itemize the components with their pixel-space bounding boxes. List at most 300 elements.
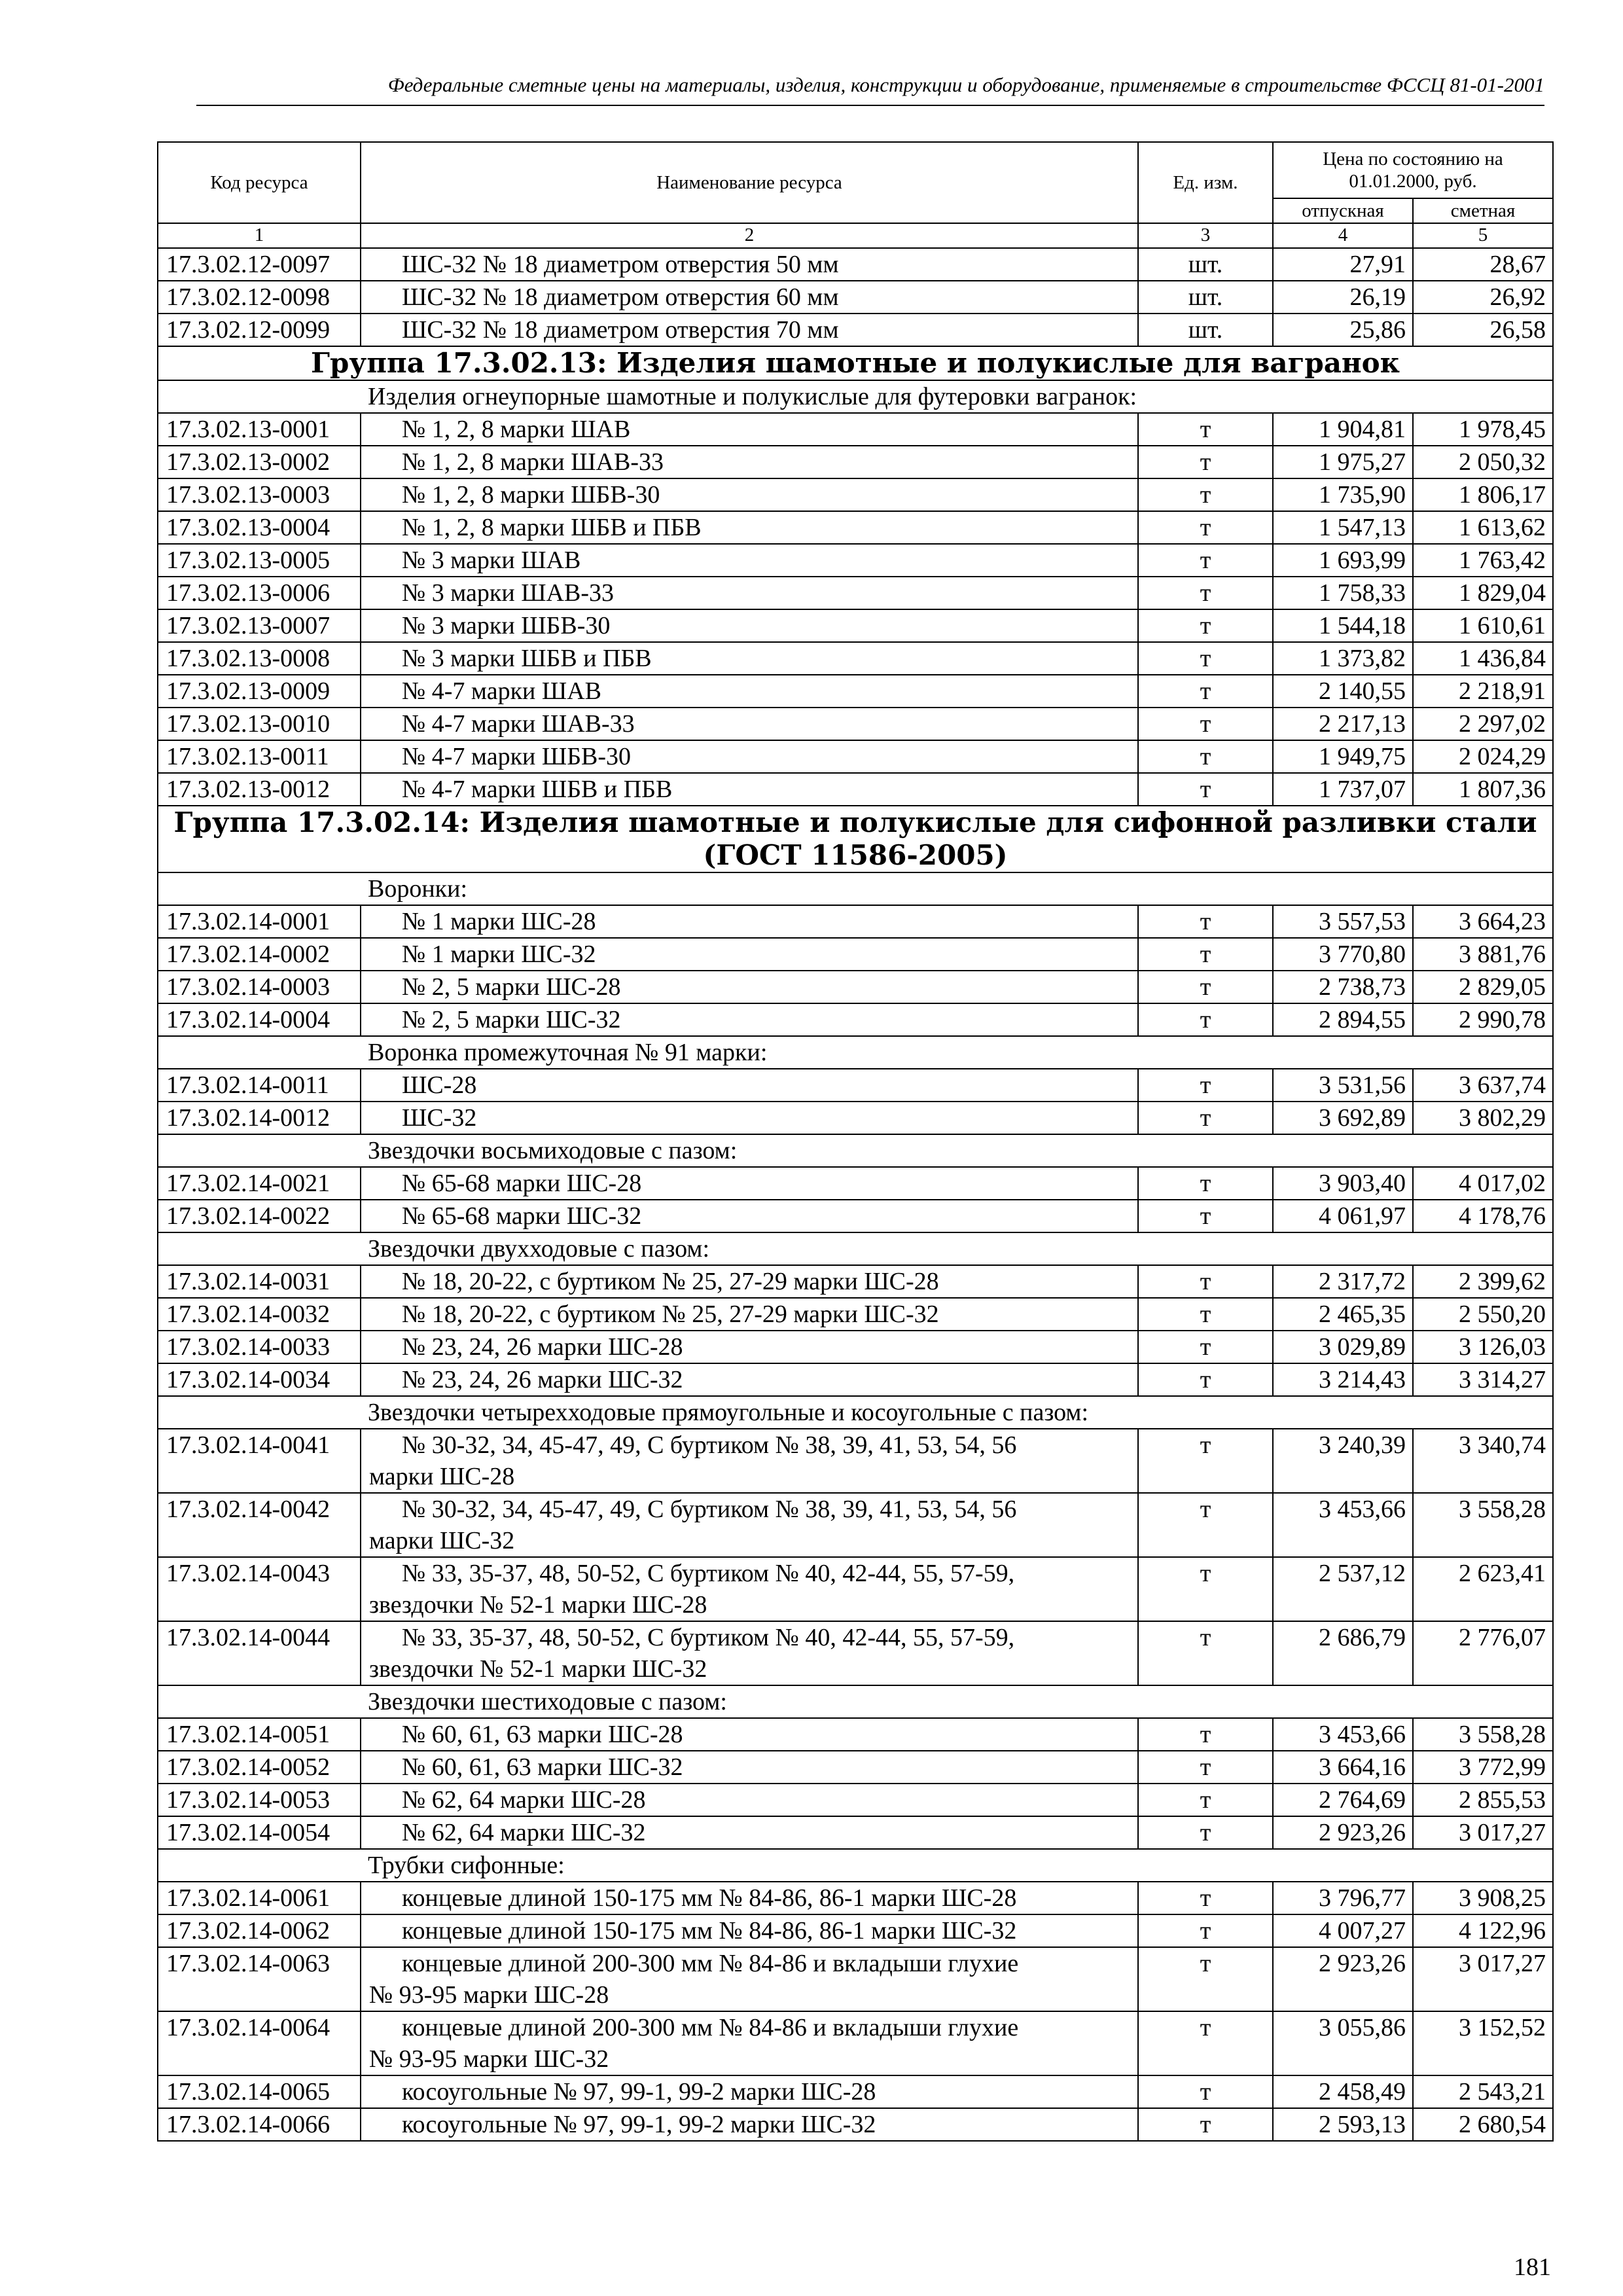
release-price: 2 764,69 — [1273, 1784, 1413, 1816]
estimate-price: 3 664,23 — [1413, 905, 1553, 938]
unit-of-measure: т — [1138, 446, 1273, 478]
resource-name-line: № 1, 2, 8 марки ШАВ-33 — [402, 448, 664, 476]
subgroup-heading: Воронки: — [158, 872, 1553, 905]
resource-code: 17.3.02.14-0044 — [158, 1621, 361, 1685]
unit-of-measure: т — [1138, 1298, 1273, 1331]
release-price: 1 975,27 — [1273, 446, 1413, 478]
unit-of-measure: т — [1138, 1816, 1273, 1849]
estimate-price: 3 558,28 — [1413, 1493, 1553, 1557]
estimate-price: 3 772,99 — [1413, 1751, 1553, 1784]
resource-name — [361, 1331, 1138, 1363]
table-row — [158, 1882, 1553, 1914]
resource-name-line: № 1 марки ШС-28 — [402, 908, 596, 935]
estimate-price: 3 802,29 — [1413, 1102, 1553, 1134]
estimate-price: 3 314,27 — [1413, 1363, 1553, 1396]
resource-code: 17.3.02.14-0043 — [158, 1557, 361, 1621]
release-price: 3 692,89 — [1273, 1102, 1413, 1134]
subgroup-heading: Звездочки шестиходовые с пазом: — [158, 1685, 1553, 1718]
estimate-price: 2 855,53 — [1413, 1784, 1553, 1816]
table-row — [158, 675, 1553, 708]
resource-code: 17.3.02.13-0007 — [158, 609, 361, 642]
unit-of-measure: т — [1138, 544, 1273, 577]
resource-name-continuation: № 93-95 марки ШС-28 — [369, 1981, 609, 2009]
resource-code: 17.3.02.14-0002 — [158, 938, 361, 971]
resource-name-continuation: марки ШС-32 — [369, 1527, 515, 1554]
subgroup-heading-row — [158, 1396, 1553, 1429]
resource-name-line: № 3 марки ШАВ — [402, 547, 581, 574]
unit-of-measure: т — [1138, 1167, 1273, 1200]
resource-code: 17.3.02.14-0022 — [158, 1200, 361, 1232]
resource-code: 17.3.02.13-0010 — [158, 708, 361, 740]
table-row — [158, 971, 1553, 1003]
unit-of-measure: т — [1138, 2075, 1273, 2108]
table-row — [158, 1816, 1553, 1849]
estimate-price: 3 908,25 — [1413, 1882, 1553, 1914]
group-heading: Группа 17.3.02.14: Изделия шамотные и полукислые для сифонной разливки стали (ГОСТ 11586-2005) — [158, 806, 1553, 872]
estimate-price: 26,58 — [1413, 314, 1553, 346]
estimate-price: 2 543,21 — [1413, 2075, 1553, 2108]
resource-code: 17.3.02.14-0063 — [158, 1947, 361, 2011]
unit-of-measure: т — [1138, 1751, 1273, 1784]
resource-code: 17.3.02.14-0004 — [158, 1003, 361, 1036]
estimate-price: 3 152,52 — [1413, 2011, 1553, 2075]
resource-name — [361, 1784, 1138, 1816]
table-row — [158, 642, 1553, 675]
resource-name — [361, 938, 1138, 971]
unit-of-measure: т — [1138, 2011, 1273, 2075]
resource-code: 17.3.02.13-0002 — [158, 446, 361, 478]
resource-name-line: № 1, 2, 8 марки ШБВ-30 — [402, 481, 660, 509]
table-row — [158, 1200, 1553, 1232]
release-price: 2 140,55 — [1273, 675, 1413, 708]
subgroup-heading: Трубки сифонные: — [158, 1849, 1553, 1882]
unit-of-measure: т — [1138, 1621, 1273, 1685]
resource-name-line: концевые длиной 200-300 мм № 84-86 и вкладыши глухие — [402, 1950, 1019, 1977]
resource-name-line: ШС-32 № 18 диаметром отверстия 60 мм — [402, 283, 839, 311]
column-number: 5 — [1413, 223, 1553, 248]
unit-of-measure: т — [1138, 1200, 1273, 1232]
price-table — [157, 141, 1554, 2142]
release-price: 2 738,73 — [1273, 971, 1413, 1003]
estimate-price: 3 017,27 — [1413, 1816, 1553, 1849]
release-price: 2 894,55 — [1273, 1003, 1413, 1036]
table-row — [158, 1298, 1553, 1331]
table-row — [158, 740, 1553, 773]
group-heading: Группа 17.3.02.13: Изделия шамотные и полукислые для вагранок — [158, 346, 1553, 380]
resource-code: 17.3.02.14-0061 — [158, 1882, 361, 1914]
resource-name-line: № 30-32, 34, 45-47, 49, С буртиком № 38, 39, 41, 53, 54, 56 — [402, 1431, 1017, 1459]
estimate-price: 2 550,20 — [1413, 1298, 1553, 1331]
table-row — [158, 938, 1553, 971]
resource-code: 17.3.02.14-0012 — [158, 1102, 361, 1134]
resource-name-line: ШС-28 — [402, 1071, 477, 1099]
resource-name-line: № 3 марки ШАВ-33 — [402, 579, 614, 607]
resource-name — [361, 2075, 1138, 2108]
unit-of-measure: т — [1138, 675, 1273, 708]
release-price: 1 904,81 — [1273, 413, 1413, 446]
estimate-price: 4 017,02 — [1413, 1167, 1553, 1200]
subgroup-heading: Изделия огнеупорные шамотные и полукислые для футеровки вагранок: — [158, 380, 1553, 413]
resource-name-line: ШС-32 № 18 диаметром отверстия 50 мм — [402, 251, 839, 278]
unit-of-measure: т — [1138, 1003, 1273, 1036]
resource-name — [361, 1816, 1138, 1849]
unit-of-measure: т — [1138, 1784, 1273, 1816]
resource-name-line: концевые длиной 200-300 мм № 84-86 и вкладыши глухие — [402, 2014, 1019, 2041]
unit-of-measure: т — [1138, 1069, 1273, 1102]
release-price: 3 453,66 — [1273, 1493, 1413, 1557]
resource-code: 17.3.02.14-0051 — [158, 1718, 361, 1751]
resource-name-line: № 1, 2, 8 марки ШАВ — [402, 416, 631, 443]
subgroup-heading-row — [158, 1232, 1553, 1265]
release-price: 3 770,80 — [1273, 938, 1413, 971]
resource-code: 17.3.02.14-0011 — [158, 1069, 361, 1102]
table-row — [158, 1751, 1553, 1784]
resource-name — [361, 1718, 1138, 1751]
resource-name — [361, 1200, 1138, 1232]
unit-of-measure: т — [1138, 511, 1273, 544]
estimate-price: 3 340,74 — [1413, 1429, 1553, 1493]
header-row — [158, 142, 1553, 198]
resource-name-line: № 33, 35-37, 48, 50-52, С буртиком № 40, 42-44, 55, 57-59, — [402, 1624, 1015, 1651]
estimate-price: 1 806,17 — [1413, 478, 1553, 511]
unit-of-measure: т — [1138, 1718, 1273, 1751]
resource-name-line: № 3 марки ШБВ и ПБВ — [402, 645, 652, 672]
resource-code: 17.3.02.13-0003 — [158, 478, 361, 511]
resource-code: 17.3.02.13-0009 — [158, 675, 361, 708]
table-row — [158, 1265, 1553, 1298]
resource-name — [361, 675, 1138, 708]
resource-name-line: № 18, 20-22, с буртиком № 25, 27-29 марки ШС-28 — [402, 1268, 939, 1295]
resource-name-line: № 1, 2, 8 марки ШБВ и ПБВ — [402, 514, 702, 541]
subgroup-heading-row — [158, 1849, 1553, 1882]
resource-code: 17.3.02.14-0054 — [158, 1816, 361, 1849]
estimate-price: 3 881,76 — [1413, 938, 1553, 971]
table-row — [158, 1003, 1553, 1036]
release-price: 4 061,97 — [1273, 1200, 1413, 1232]
resource-name-line: № 23, 24, 26 марки ШС-28 — [402, 1333, 683, 1361]
estimate-price: 2 829,05 — [1413, 971, 1553, 1003]
table-row — [158, 1429, 1553, 1493]
resource-name — [361, 1751, 1138, 1784]
release-price: 2 465,35 — [1273, 1298, 1413, 1331]
table-row — [158, 1363, 1553, 1396]
resource-name-line: № 62, 64 марки ШС-32 — [402, 1819, 646, 1846]
estimate-price: 3 017,27 — [1413, 1947, 1553, 2011]
resource-code: 17.3.02.12-0098 — [158, 281, 361, 314]
resource-name — [361, 511, 1138, 544]
resource-name-line: № 60, 61, 63 марки ШС-32 — [402, 1753, 683, 1781]
unit-of-measure: т — [1138, 1914, 1273, 1947]
resource-name — [361, 1947, 1138, 2011]
resource-name-line: № 4-7 марки ШБВ-30 — [402, 743, 632, 770]
release-price: 1 758,33 — [1273, 577, 1413, 609]
resource-name — [361, 905, 1138, 938]
resource-code: 17.3.02.14-0064 — [158, 2011, 361, 2075]
header-rule — [196, 105, 1544, 106]
resource-name — [361, 281, 1138, 314]
resource-code: 17.3.02.14-0042 — [158, 1493, 361, 1557]
resource-name-line: № 65-68 марки ШС-32 — [402, 1202, 642, 1230]
estimate-price: 3 126,03 — [1413, 1331, 1553, 1363]
table-row — [158, 446, 1553, 478]
table-row — [158, 1784, 1553, 1816]
release-price: 1 373,82 — [1273, 642, 1413, 675]
resource-code: 17.3.02.14-0034 — [158, 1363, 361, 1396]
estimate-price: 2 024,29 — [1413, 740, 1553, 773]
resource-name — [361, 1265, 1138, 1298]
estimate-price: 2 680,54 — [1413, 2108, 1553, 2141]
resource-name-line: концевые длиной 150-175 мм № 84-86, 86-1 марки ШС-32 — [402, 1917, 1017, 1945]
table-row — [158, 478, 1553, 511]
table-row — [158, 2011, 1553, 2075]
subgroup-heading: Звездочки двухходовые с пазом: — [158, 1232, 1553, 1265]
unit-of-measure: т — [1138, 413, 1273, 446]
resource-code: 17.3.02.13-0011 — [158, 740, 361, 773]
resource-code: 17.3.02.14-0021 — [158, 1167, 361, 1200]
release-price: 3 664,16 — [1273, 1751, 1413, 1784]
resource-name — [361, 1003, 1138, 1036]
release-price: 3 557,53 — [1273, 905, 1413, 938]
table-row — [158, 1167, 1553, 1200]
resource-code: 17.3.02.12-0097 — [158, 248, 361, 281]
table-row — [158, 1069, 1553, 1102]
estimate-price: 2 990,78 — [1413, 1003, 1553, 1036]
unit-of-measure: т — [1138, 478, 1273, 511]
resource-name — [361, 1298, 1138, 1331]
resource-code: 17.3.02.14-0041 — [158, 1429, 361, 1493]
column-header-unit: Ед. изм. — [1138, 142, 1273, 223]
resource-code: 17.3.02.14-0033 — [158, 1331, 361, 1363]
subgroup-heading-row — [158, 1036, 1553, 1069]
resource-name — [361, 773, 1138, 806]
unit-of-measure: т — [1138, 1882, 1273, 1914]
table-row — [158, 544, 1553, 577]
release-price: 25,86 — [1273, 314, 1413, 346]
table-row — [158, 1947, 1553, 2011]
unit-of-measure: шт. — [1138, 281, 1273, 314]
unit-of-measure: т — [1138, 577, 1273, 609]
resource-name-line: № 30-32, 34, 45-47, 49, С буртиком № 38, 39, 41, 53, 54, 56 — [402, 1496, 1017, 1523]
column-header-release: отпускная — [1273, 198, 1413, 223]
unit-of-measure: шт. — [1138, 314, 1273, 346]
table-row — [158, 1718, 1553, 1751]
unit-of-measure: т — [1138, 1557, 1273, 1621]
resource-name — [361, 1069, 1138, 1102]
resource-code: 17.3.02.13-0006 — [158, 577, 361, 609]
release-price: 2 458,49 — [1273, 2075, 1413, 2108]
release-price: 2 923,26 — [1273, 1947, 1413, 2011]
unit-of-measure: т — [1138, 642, 1273, 675]
release-price: 3 029,89 — [1273, 1331, 1413, 1363]
estimate-price: 2 297,02 — [1413, 708, 1553, 740]
table-body — [158, 142, 1553, 2141]
resource-name — [361, 544, 1138, 577]
resource-name-line: № 2, 5 марки ШС-28 — [402, 973, 621, 1001]
subgroup-heading-row — [158, 380, 1553, 413]
table-row — [158, 2108, 1553, 2141]
resource-name-line: концевые длиной 150-175 мм № 84-86, 86-1 марки ШС-28 — [402, 1884, 1017, 1912]
table-row — [158, 577, 1553, 609]
unit-of-measure: т — [1138, 1363, 1273, 1396]
column-header-price: Цена по состоянию на 01.01.2000, руб. — [1273, 142, 1553, 198]
resource-name-line: № 62, 64 марки ШС-28 — [402, 1786, 646, 1814]
release-price: 3 214,43 — [1273, 1363, 1413, 1396]
unit-of-measure: т — [1138, 1493, 1273, 1557]
release-price: 3 055,86 — [1273, 2011, 1413, 2075]
resource-name-continuation: марки ШС-28 — [369, 1463, 515, 1490]
group-heading-row — [158, 346, 1553, 380]
resource-code: 17.3.02.13-0004 — [158, 511, 361, 544]
column-header-code: Код ресурса — [158, 142, 361, 223]
resource-code: 17.3.02.14-0062 — [158, 1914, 361, 1947]
resource-name — [361, 1557, 1138, 1621]
resource-name-line: ШС-32 № 18 диаметром отверстия 70 мм — [402, 316, 839, 344]
resource-name-continuation: № 93-95 марки ШС-32 — [369, 2045, 609, 2073]
resource-code: 17.3.02.14-0066 — [158, 2108, 361, 2141]
release-price: 3 453,66 — [1273, 1718, 1413, 1751]
estimate-price: 1 436,84 — [1413, 642, 1553, 675]
unit-of-measure: т — [1138, 971, 1273, 1003]
release-price: 2 686,79 — [1273, 1621, 1413, 1685]
resource-name-line: ШС-32 — [402, 1104, 477, 1132]
table-row — [158, 1331, 1553, 1363]
resource-name-continuation: звездочки № 52-1 марки ШС-28 — [369, 1591, 707, 1619]
resource-name — [361, 413, 1138, 446]
column-number: 3 — [1138, 223, 1273, 248]
estimate-price: 4 178,76 — [1413, 1200, 1553, 1232]
column-number: 4 — [1273, 223, 1413, 248]
resource-name-line: № 4-7 марки ШАВ-33 — [402, 710, 635, 738]
table-row — [158, 1621, 1553, 1685]
resource-name — [361, 740, 1138, 773]
resource-name — [361, 1167, 1138, 1200]
resource-name-line: № 18, 20-22, с буртиком № 25, 27-29 марки ШС-32 — [402, 1300, 939, 1328]
resource-name — [361, 708, 1138, 740]
subgroup-heading: Воронка промежуточная № 91 марки: — [158, 1036, 1553, 1069]
unit-of-measure: т — [1138, 708, 1273, 740]
unit-of-measure: т — [1138, 905, 1273, 938]
release-price: 2 537,12 — [1273, 1557, 1413, 1621]
column-header-estimate: сметная — [1413, 198, 1553, 223]
unit-of-measure: т — [1138, 740, 1273, 773]
subgroup-heading-row — [158, 872, 1553, 905]
table-row — [158, 905, 1553, 938]
estimate-price: 26,92 — [1413, 281, 1553, 314]
estimate-price: 4 122,96 — [1413, 1914, 1553, 1947]
unit-of-measure: т — [1138, 1947, 1273, 2011]
unit-of-measure: шт. — [1138, 248, 1273, 281]
subgroup-heading: Звездочки четырехходовые прямоугольные и косоугольные с пазом: — [158, 1396, 1553, 1429]
estimate-price: 2 050,32 — [1413, 446, 1553, 478]
resource-name — [361, 971, 1138, 1003]
table-row — [158, 708, 1553, 740]
resource-name — [361, 314, 1138, 346]
release-price: 2 923,26 — [1273, 1816, 1413, 1849]
estimate-price: 1 763,42 — [1413, 544, 1553, 577]
unit-of-measure: т — [1138, 938, 1273, 971]
resource-code: 17.3.02.14-0003 — [158, 971, 361, 1003]
table-row — [158, 1102, 1553, 1134]
release-price: 2 593,13 — [1273, 2108, 1413, 2141]
resource-name-line: № 60, 61, 63 марки ШС-28 — [402, 1721, 683, 1748]
resource-code: 17.3.02.14-0032 — [158, 1298, 361, 1331]
resource-name-line: № 2, 5 марки ШС-32 — [402, 1006, 621, 1033]
estimate-price: 1 610,61 — [1413, 609, 1553, 642]
subgroup-heading-row — [158, 1685, 1553, 1718]
group-heading-row — [158, 806, 1553, 872]
estimate-price: 1 807,36 — [1413, 773, 1553, 806]
estimate-price: 3 558,28 — [1413, 1718, 1553, 1751]
table-row — [158, 248, 1553, 281]
table-row — [158, 281, 1553, 314]
resource-name — [361, 642, 1138, 675]
release-price: 3 240,39 — [1273, 1429, 1413, 1493]
unit-of-measure: т — [1138, 1265, 1273, 1298]
estimate-price: 2 399,62 — [1413, 1265, 1553, 1298]
column-number: 2 — [361, 223, 1138, 248]
release-price: 4 007,27 — [1273, 1914, 1413, 1947]
release-price: 3 903,40 — [1273, 1167, 1413, 1200]
estimate-price: 1 978,45 — [1413, 413, 1553, 446]
subgroup-heading: Звездочки восьмиходовые с пазом: — [158, 1134, 1553, 1167]
release-price: 1 949,75 — [1273, 740, 1413, 773]
release-price: 1 737,07 — [1273, 773, 1413, 806]
table-row — [158, 511, 1553, 544]
release-price: 2 317,72 — [1273, 1265, 1413, 1298]
page-number: 181 — [1514, 2253, 1551, 2281]
resource-name — [361, 248, 1138, 281]
release-price: 3 796,77 — [1273, 1882, 1413, 1914]
release-price: 1 547,13 — [1273, 511, 1413, 544]
resource-name-line: № 3 марки ШБВ-30 — [402, 612, 611, 639]
release-price: 27,91 — [1273, 248, 1413, 281]
resource-name-line: № 4-7 марки ШБВ и ПБВ — [402, 776, 673, 803]
resource-name-line: косоугольные № 97, 99-1, 99-2 марки ШС-32 — [402, 2111, 876, 2138]
estimate-price: 1 829,04 — [1413, 577, 1553, 609]
estimate-price: 1 613,62 — [1413, 511, 1553, 544]
release-price: 1 544,18 — [1273, 609, 1413, 642]
resource-name — [361, 1363, 1138, 1396]
resource-code: 17.3.02.14-0031 — [158, 1265, 361, 1298]
resource-name-continuation: звездочки № 52-1 марки ШС-32 — [369, 1655, 707, 1683]
resource-code: 17.3.02.14-0052 — [158, 1751, 361, 1784]
resource-name — [361, 609, 1138, 642]
resource-code: 17.3.02.12-0099 — [158, 314, 361, 346]
resource-name — [361, 1914, 1138, 1947]
column-number: 1 — [158, 223, 361, 248]
resource-name — [361, 1102, 1138, 1134]
unit-of-measure: т — [1138, 1102, 1273, 1134]
resource-code: 17.3.02.14-0053 — [158, 1784, 361, 1816]
resource-name — [361, 2108, 1138, 2141]
release-price: 1 735,90 — [1273, 478, 1413, 511]
resource-name-line: № 23, 24, 26 марки ШС-32 — [402, 1366, 683, 1393]
estimate-price: 2 776,07 — [1413, 1621, 1553, 1685]
table-row — [158, 1914, 1553, 1947]
release-price: 26,19 — [1273, 281, 1413, 314]
resource-code: 17.3.02.13-0001 — [158, 413, 361, 446]
resource-code: 17.3.02.13-0012 — [158, 773, 361, 806]
release-price: 3 531,56 — [1273, 1069, 1413, 1102]
estimate-price: 2 218,91 — [1413, 675, 1553, 708]
resource-name-line: № 4-7 марки ШАВ — [402, 677, 601, 705]
estimate-price: 2 623,41 — [1413, 1557, 1553, 1621]
resource-name — [361, 446, 1138, 478]
table-row — [158, 1557, 1553, 1621]
unit-of-measure: т — [1138, 773, 1273, 806]
table-row — [158, 773, 1553, 806]
resource-name-line: № 65-68 марки ШС-28 — [402, 1170, 642, 1197]
